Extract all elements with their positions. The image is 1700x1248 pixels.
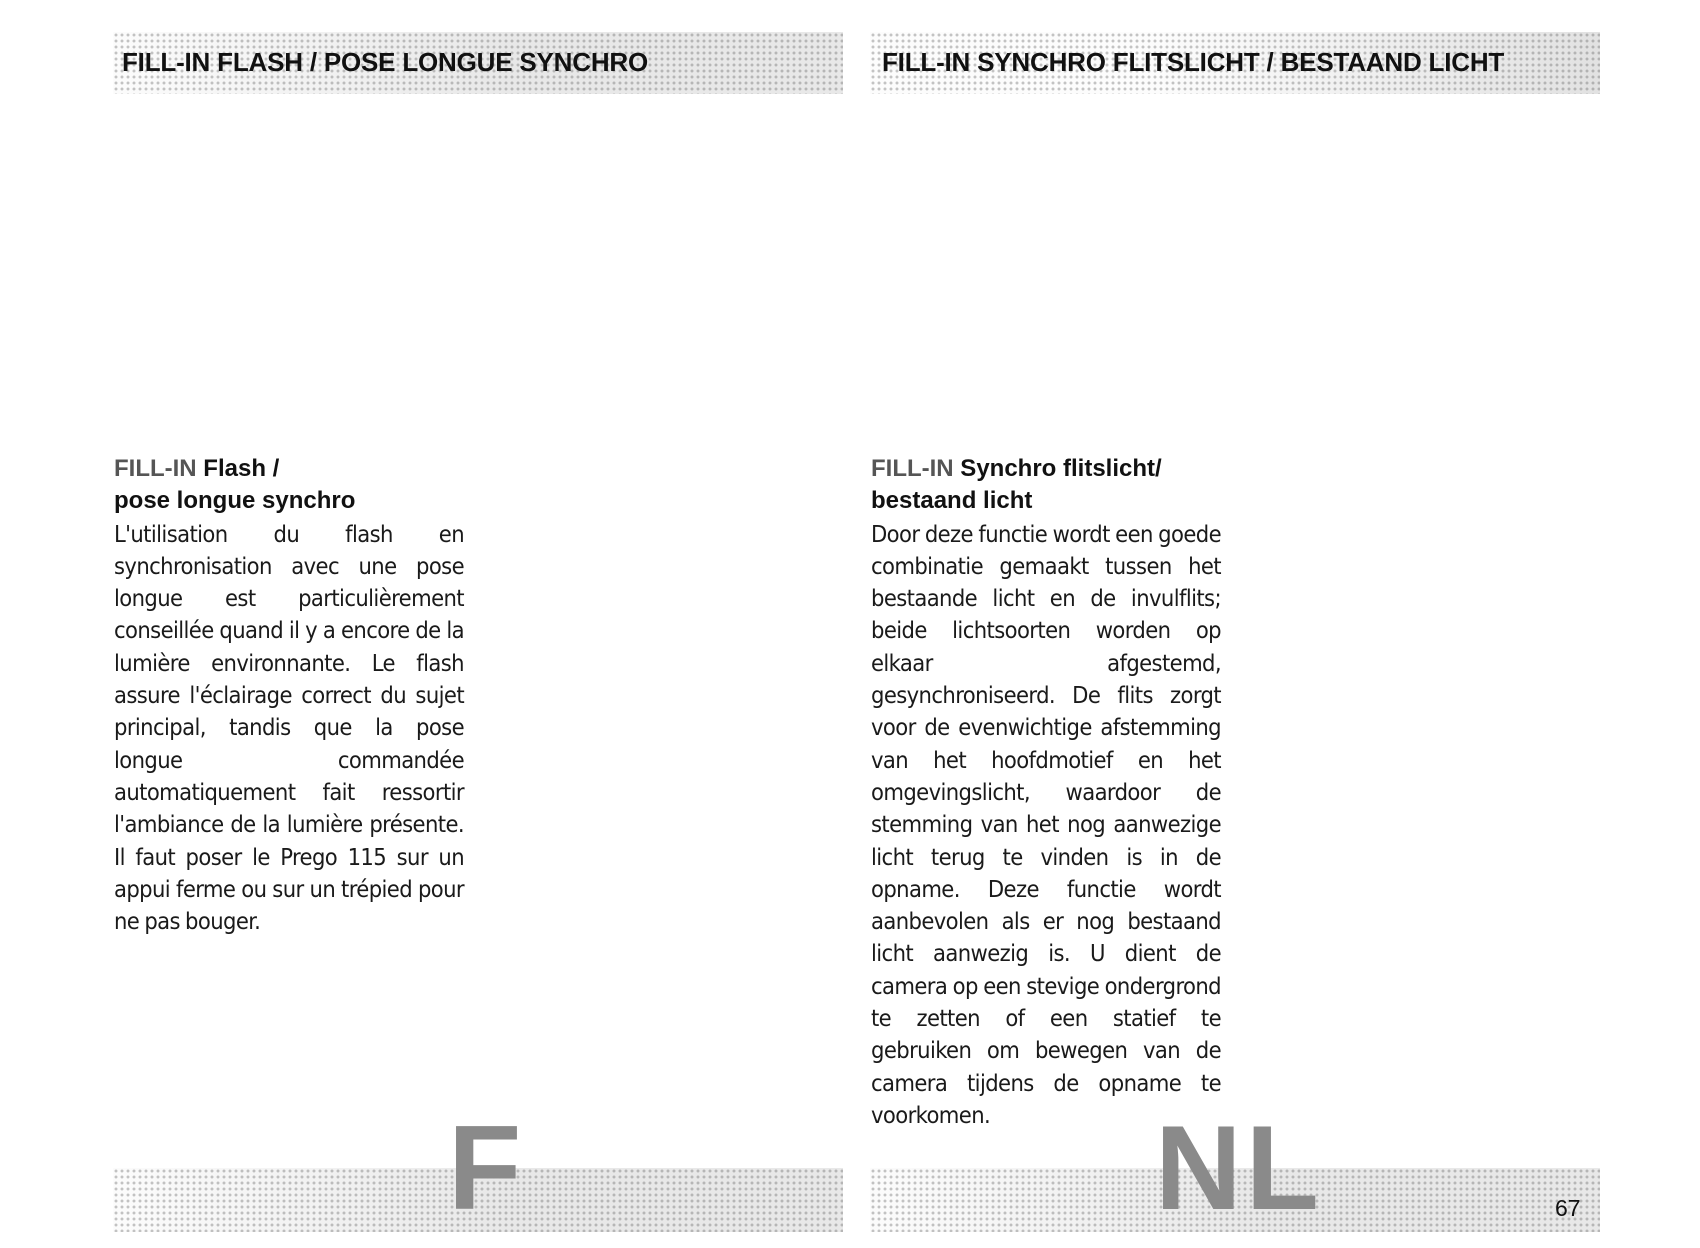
right-heading-prefix: FILL-IN bbox=[871, 455, 954, 482]
left-heading-line2: pose longue synchro bbox=[114, 487, 356, 515]
left-heading-line1: Flash / bbox=[196, 455, 280, 482]
left-section-body: L'utilisation du flash en synchronisation avec une pose longue est particulièrement conseillée quand il y a encore de la lumière environnante. Le flash assure l'éclairage correct du sujet principal, tandis que la pose longue commandée automatiquement fait ressortir l'ambiance de la lumière présente. Il faut poser le Prego 115 sur un appui ferme ou sur un trépied pour ne pas bouger. bbox=[114, 519, 464, 936]
right-page-section bbox=[871, 453, 1221, 1131]
language-marker-dutch: NL bbox=[1155, 1101, 1323, 1235]
right-section-body: Door deze functie wordt een goede combinatie gemaakt tussen het bestaande licht en de invulflits; beide lichtsoorten worden op elkaar afgestemd, gesynchroniseerd. De flits zorgt voor de evenwichtige afstemming van het hoofdmotief en het omgevingslicht, waardoor de stemming van het nog aanwezige licht terug te vinden is in de opname. Deze functie wordt aanbevolen als er nog bestaand licht aanwezig is. U dient de camera op een stevige ondergrond te zetten of een statief te gebruiken om bewegen van de camera tijdens de opname te voorkomen. bbox=[871, 519, 1221, 1129]
right-page-header: FILL-IN SYNCHRO FLITSLICHT / BESTAAND LICHT bbox=[882, 47, 1505, 77]
right-section-heading bbox=[871, 453, 1221, 518]
left-page-section bbox=[114, 453, 464, 937]
right-heading-line1: Synchro flitslicht/ bbox=[953, 455, 1162, 482]
language-marker-french: F bbox=[448, 1101, 522, 1235]
left-heading-prefix: FILL-IN bbox=[114, 455, 197, 482]
left-page-header: FILL-IN FLASH / POSE LONGUE SYNCHRO bbox=[122, 47, 649, 77]
right-heading-line2: bestaand licht bbox=[871, 487, 1033, 515]
page-number: 67 bbox=[1555, 1195, 1581, 1221]
left-section-heading bbox=[114, 453, 464, 518]
